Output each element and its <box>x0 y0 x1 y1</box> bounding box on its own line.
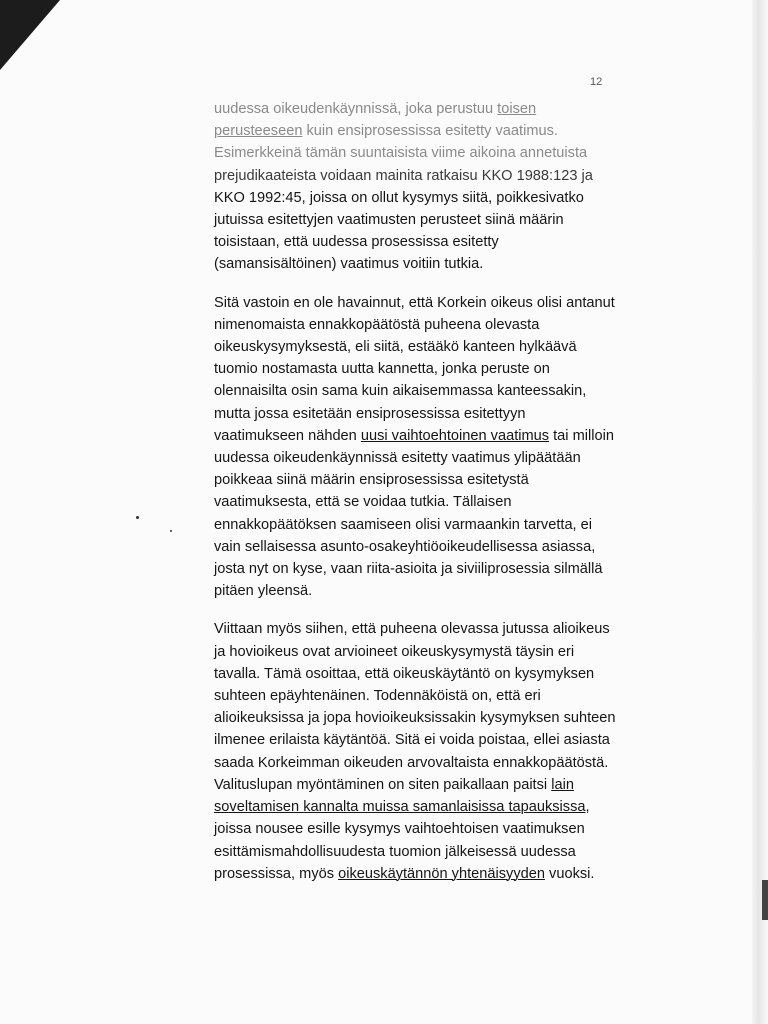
text-line <box>214 358 644 380</box>
paragraph <box>214 98 644 276</box>
text-segment: uudessa oikeudenkäynnissä, joka perustuu <box>214 101 498 117</box>
text-segment: ennakkopäätöksen saamiseen olisi varmaankin tarvetta, ei <box>214 516 593 533</box>
text-segment: prosessissa, myös <box>214 865 339 882</box>
text-segment: toisistaan, että uudessa prosessissa esitetty <box>214 234 499 251</box>
text-line <box>214 187 644 209</box>
page-number: 12 <box>590 76 603 88</box>
text-segment: vuoksi. <box>544 865 595 882</box>
text-segment: ja hovioikeus ovat arvioineet oikeuskysymystä täysin eri <box>214 643 575 660</box>
underlined-text: perusteeseen <box>214 123 303 140</box>
text-segment: esittämismahdollisuudesta tuomion jälkeisessä uudessa <box>214 843 576 860</box>
text-segment: tuomio nostamasta uutta kannetta, jonka peruste on <box>214 361 550 378</box>
text-segment: joissa nousee esille kysymys vaihtoehtoisen vaatimuksen <box>214 821 585 838</box>
text-line <box>214 469 644 491</box>
text-segment: josta nyt on kyse, vaan riita-asioita ja siviiliprosessia silmällä <box>214 561 603 578</box>
text-segment: Viittaan myös siihen, että puheena olevassa jutussa alioikeus <box>214 621 610 638</box>
text-segment: olennaisilta osin sama kuin aikaisemmassa kanteessakin, <box>214 383 587 400</box>
text-line <box>214 752 644 774</box>
text-segment: vaatimukseen nähden <box>214 427 361 444</box>
text-segment: jutuissa esitettyjen vaatimusten perusteet siinä määrin <box>214 212 564 229</box>
scan-speck <box>170 530 172 532</box>
text-line <box>214 514 644 536</box>
scan-speck <box>136 516 139 519</box>
text-segment: (samansisältöinen) vaatimus voitiin tutkia. <box>214 256 484 273</box>
text-line <box>214 98 644 120</box>
text-line <box>214 558 644 580</box>
text-segment: Esimerkkeinä tämän suuntaisista viime aikoina annetuista <box>214 145 588 162</box>
text-segment: suhteen epäyhtenäinen. Todennäköistä on, että eri <box>214 688 541 705</box>
text-line <box>214 231 644 253</box>
text-segment: Sitä vastoin en ole havainnut, että Korkein oikeus olisi antanut <box>214 294 615 311</box>
text-segment: alioikeuksissa ja jopa hovioikeuksissakin kysymyksen suhteen <box>214 710 616 727</box>
text-line <box>214 863 644 885</box>
text-line <box>214 120 644 142</box>
text-line <box>214 580 644 602</box>
text-segment: nimenomaista ennakkopäätöstä puheena olevasta <box>214 316 540 333</box>
text-line <box>214 380 644 402</box>
text-line <box>214 292 644 314</box>
text-line <box>214 165 644 187</box>
text-segment: saada Korkeimman oikeuden arvovaltaista ennakkopäätöstä. <box>214 754 609 771</box>
text-line <box>214 663 644 685</box>
paragraph <box>214 618 644 884</box>
underlined-text: lain <box>551 776 574 793</box>
text-line <box>214 774 644 796</box>
text-line <box>214 425 644 447</box>
scan-edge-mark <box>762 880 768 920</box>
text-line <box>214 253 644 275</box>
text-line <box>214 796 644 818</box>
text-line <box>214 818 644 840</box>
text-segment: uudessa oikeudenkäynnissä esitetty vaatimus ylipäätään <box>214 450 581 467</box>
text-line <box>214 729 644 751</box>
text-line <box>214 641 644 663</box>
scan-corner-shadow <box>0 0 60 70</box>
text-segment: vain sellaisessa asunto-osakeyhtiöoikeudellisessa asiassa, <box>214 538 596 555</box>
text-segment: poikkeaa siinä määrin ensiprosessissa esitetystä <box>214 472 529 489</box>
text-line <box>214 336 644 358</box>
document-body <box>214 98 644 901</box>
text-line <box>214 491 644 513</box>
text-segment: kuin ensiprosessissa esitetty vaatimus. <box>302 123 558 140</box>
text-line <box>214 841 644 863</box>
text-segment: prejudikaateista voidaan mainita ratkaisu KKO 1988:123 ja <box>214 167 593 184</box>
text-segment: KKO 1992:45, joissa on ollut kysymys siitä, poikkesivatko <box>214 189 584 206</box>
text-line <box>214 707 644 729</box>
text-line <box>214 447 644 469</box>
text-line <box>214 618 644 640</box>
text-segment: vaatimuksesta, että se voidaa tutkia. Tällaisen <box>214 494 512 511</box>
text-line <box>214 685 644 707</box>
text-line <box>214 536 644 558</box>
text-segment: mutta jossa esitetään ensiprosessissa esitettyyn <box>214 405 526 422</box>
underlined-text: soveltamisen kannalta muissa samanlaisissa tapauksissa <box>214 799 586 816</box>
text-line <box>214 209 644 231</box>
text-segment: pitäen yleensä. <box>214 583 313 600</box>
text-segment: tai milloin <box>549 427 614 444</box>
scan-right-edge <box>752 0 768 1024</box>
text-segment: tavalla. Tämä osoittaa, että oikeuskäytäntö on kysymyksen <box>214 665 595 682</box>
text-line <box>214 403 644 425</box>
text-segment: ilmenee erilaista käytäntöä. Sitä ei voida poistaa, ellei asiasta <box>214 732 610 749</box>
text-segment: Valituslupan myöntäminen on siten paikallaan paitsi <box>214 776 552 793</box>
underlined-text: toisen <box>497 101 537 117</box>
text-line <box>214 142 644 164</box>
text-segment: , <box>585 799 590 816</box>
underlined-text: oikeuskäytännön yhtenäisyyden <box>338 865 545 882</box>
paragraph <box>214 292 644 603</box>
text-line <box>214 314 644 336</box>
underlined-text: uusi vaihtoehtoinen vaatimus <box>360 427 550 444</box>
text-segment: oikeuskysymyksestä, eli siitä, estääkö kanteen hylkäävä <box>214 339 577 356</box>
